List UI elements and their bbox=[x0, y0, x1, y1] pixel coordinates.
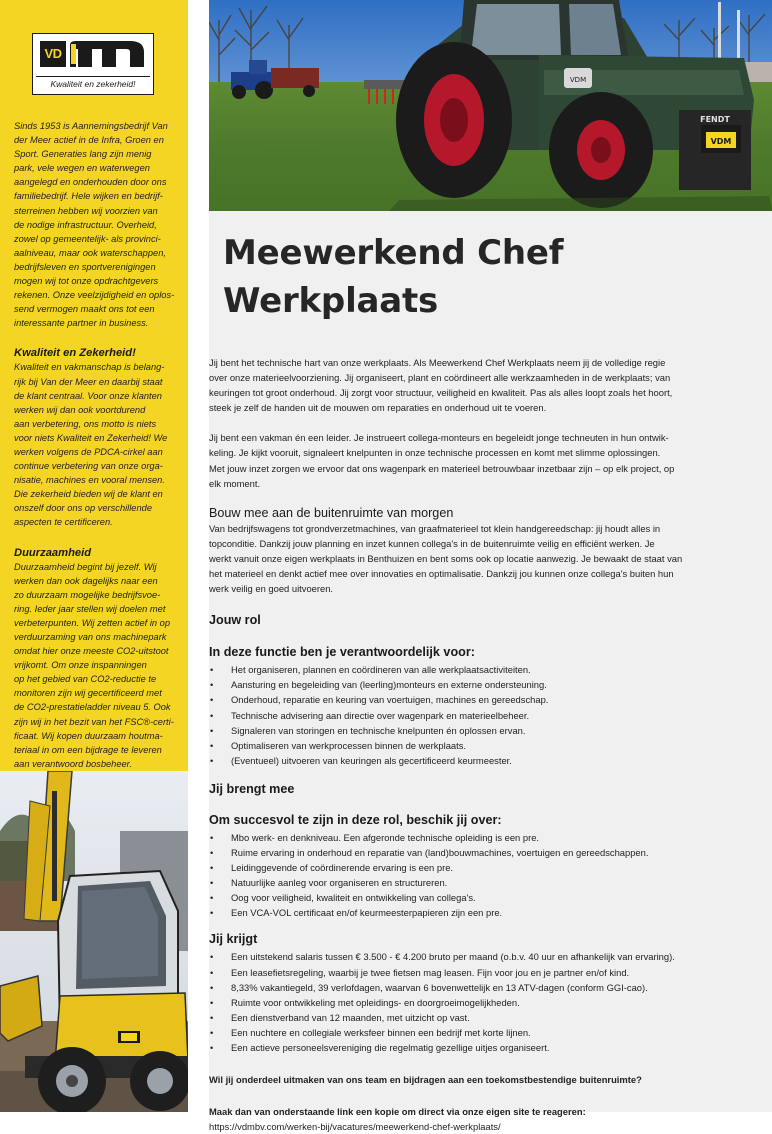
page-title: Meewerkend Chef Werkplaats bbox=[223, 233, 564, 321]
list-item: • Een nuchtere en collegiale werksfeer binnen een bedrijf met korte lijnen. bbox=[209, 1025, 757, 1040]
main-content bbox=[209, 211, 772, 1133]
list-item: • Technische advisering aan directie over wagenpark en materieelbeheer. bbox=[209, 708, 757, 723]
vacancy-text bbox=[209, 211, 757, 1134]
list-item: • Een uitstekend salaris tussen € 3.500 - € 4.200 bruto per maand (o.b.v. 40 uur en afhankelijk van ervaring). bbox=[209, 949, 757, 964]
list-item: • Een dienstverband van 12 maanden, met uitzicht op vast. bbox=[209, 1010, 757, 1025]
sidebar-quality-paragraph: Kwaliteit en vakmanschap is belang- rijk bij Van der Meer en daarbij staat de klant centraal. Voor onze klanten werken wij dan ook voortdurend aan verbetering, ons motto is niets voor niets Kwaliteit en Zekerheid! We werken volgens de PDCA-cirkel aan continue verbetering van onze orga- nisatie, machines en vooral mensen. Die zekerheid bieden wij de klant en onszelf door ons op verschillende aspecten te certificeren. bbox=[14, 362, 168, 528]
sidebar bbox=[0, 0, 188, 1112]
list-item: • Natuurlijke aanleg voor organiseren en structureren. bbox=[209, 875, 757, 890]
hero-weight-plate: VDM bbox=[710, 137, 732, 146]
sidebar-quality-heading: Kwaliteit en Zekerheid! bbox=[14, 347, 136, 360]
hero-tractor-photo bbox=[209, 0, 772, 211]
logo-vd-mark: VD bbox=[40, 41, 66, 67]
cta-question: Wil jij onderdeel uitmaken van ons team en bijdragen aan een toekomstbestendige buitenruimte? bbox=[209, 1074, 642, 1086]
list-item: • 8,33% vakantiegeld, 39 verlofdagen, waarvan 6 bovenwettelijk en 13 ATV-dagen (conform GGI-cao). bbox=[209, 980, 757, 995]
sidebar-sustainability-paragraph: Duurzaamheid begint bij jezelf. Wij werken dan ook dagelijks naar een zo duurzaam mogelijke bedrijfsvoe- ring. Ieder jaar stellen wij doelen met verbeterpunten. Wij zetten actief in op verduurzaming van ons machinepark omdat hier onze meeste CO2-uitstoot vrijkomt. Om onze inspanningen op het gebied van CO2-reductie te monitoren zijn wij gecertificeerd met de CO2-prestatieladder niveau 5. Ook zijn wij in het bezit van het FSC®-certi- ficaat. Wij kopen duurzaam houtma- teriaal in om een bijdrage te leveren aan verantwoord bosbeheer. bbox=[14, 561, 174, 769]
list-item: • Ruimte voor ontwikkeling met opleidings- en doorgroeimogelijkheden. bbox=[209, 995, 757, 1010]
hero-brand-label: FENDT bbox=[700, 115, 730, 124]
list-item: • Onderhoud, reparatie en keuring van voertuigen, machines en gereedschap. bbox=[209, 692, 757, 707]
responsibilities-list bbox=[209, 662, 757, 768]
list-item: • Een leasefietsregeling, waarbij je twee fietsen mag leasen. Fijn voor jou en je partner en/of kind. bbox=[209, 965, 757, 980]
company-logo bbox=[32, 33, 154, 95]
list-item: • Optimaliseren van werkprocessen binnen de werkplaats. bbox=[209, 738, 757, 753]
list-item: • Signaleren van storingen en technische knelpunten én oplossen ervan. bbox=[209, 723, 757, 738]
list-item: • Een actieve personeelsvereniging die regelmatig gezellige uitjes organiseert. bbox=[209, 1040, 757, 1055]
list-item: • Het organiseren, plannen en coördineren van alle werkplaatsactiviteiten. bbox=[209, 662, 757, 677]
excavator-photo bbox=[0, 771, 188, 1112]
brings-heading: Jij brengt mee bbox=[209, 781, 295, 796]
list-item: • Aansturing en begeleiding van (leerling)monteurs en externe ondersteuning. bbox=[209, 677, 757, 692]
build-paragraph: Van bedrijfswagens tot grondverzetmachines, van graafmaterieel tot klein handgereedschap: jij houdt alles in topconditie. Dankzij jouw planning en inzet kunnen collega's in de buitenruimte veilig en efficiënt werken. Je werkt vanuit onze eigen werkplaats in Benthuizen en bent soms ook op locatie aanwezig. Je bewaakt de staat van het materieel en denkt actief mee over innovaties en optimalisatie. Dankzij jou kunnen onze collega's buiten hun werk veilig en goed uitvoeren. bbox=[209, 522, 683, 595]
offer-list bbox=[209, 949, 757, 1055]
sidebar-intro-paragraph: Sinds 1953 is Aannemingsbedrijf Van der Meer actief in de Infra, Groen en Sport. Generaties lang zijn menig park, vele wegen en waterwegen aangelegd en onderhouden door ons familiebedrijf. Hele wijken en bedrijf- sterreinen hebben wij voorzien van de nodige infrastructuur. Overheid, zowel op gemeentelijk- als provinci- aalniveau, maar ook waterschappen, bedrijfsleven en sportverenigingen mogen wij tot onze opdrachtgevers rekenen. Onze veelzijdigheid en oplos- send vermogen maakt ons tot een interessante partner in business. bbox=[14, 121, 175, 329]
responsibilities-heading: In deze functie ben je verantwoordelijk voor: bbox=[209, 645, 475, 660]
list-item: • Leidinggevende of coördinerende ervaring is een pre. bbox=[209, 860, 757, 875]
list-item: • Een VCA-VOL certificaat en/of keurmeesterpapieren zijn een pre. bbox=[209, 905, 757, 920]
offer-heading: Jij krijgt bbox=[209, 932, 258, 947]
application-link[interactable]: https://vdmbv.com/werken-bij/vacatures/meewerkend-chef-werkplaats/ bbox=[209, 1121, 501, 1133]
sidebar-text bbox=[14, 119, 176, 771]
list-item: • Oog voor veiligheid, kwaliteit en ontwikkeling van collega's. bbox=[209, 890, 757, 905]
cta-instruction: Maak dan van onderstaande link een kopie om direct via onze eigen site te reageren: bbox=[209, 1106, 586, 1118]
intro-paragraph: Jij bent het technische hart van onze werkplaats. Als Meewerkend Chef Werkplaats neem jij de volledige regie over onze materieelvoorziening. Jij organiseert, plant en coördineert alle werkzaamheden in de werkplaats; van keuringen tot groot onderhoud. Jij zorgt voor structuur, veiligheid en kwaliteit. Pas als alles loopt zoals het hoort, steek je zelf de handen uit de mouwen om reparaties en onderhoud uit te voeren. bbox=[209, 357, 673, 414]
sidebar-sustainability-heading: Duurzaamheid bbox=[14, 546, 92, 559]
list-item: • Mbo werk- en denkniveau. Een afgeronde technische opleiding is een pre. bbox=[209, 830, 757, 845]
logo-m-letter-icon bbox=[68, 40, 146, 68]
requirements-list bbox=[209, 830, 757, 921]
list-item: • (Eventueel) uitvoeren van keuringen als gecertificeerd keurmeester. bbox=[209, 753, 757, 768]
requirements-heading: Om succesvol te zijn in deze rol, beschik jij over: bbox=[209, 812, 502, 827]
logo-tagline: Kwaliteit en zekerheid! bbox=[36, 76, 150, 90]
build-heading: Bouw mee aan de buitenruimte van morgen bbox=[209, 505, 454, 520]
leader-paragraph: Jij bent een vakman én een leider. Je instrueert collega-monteurs en begeleidt jonge techneuten in hun ontwik- keling. Je kijkt vooruit, signaleert knelpunten in onze technische processen en komt met slimme oplossingen. Met jouw inzet zorgen we ervoor dat ons wagenpark en materieel betrouwbaar inzetbaar zijn – op elk project, op elk moment. bbox=[209, 432, 675, 489]
hero-hood-plate: VDM bbox=[569, 76, 587, 84]
list-item: • Ruime ervaring in onderhoud en reparatie van (land)bouwmachines, voertuigen en gereedschappen. bbox=[209, 845, 757, 860]
role-heading: Jouw rol bbox=[209, 613, 261, 628]
